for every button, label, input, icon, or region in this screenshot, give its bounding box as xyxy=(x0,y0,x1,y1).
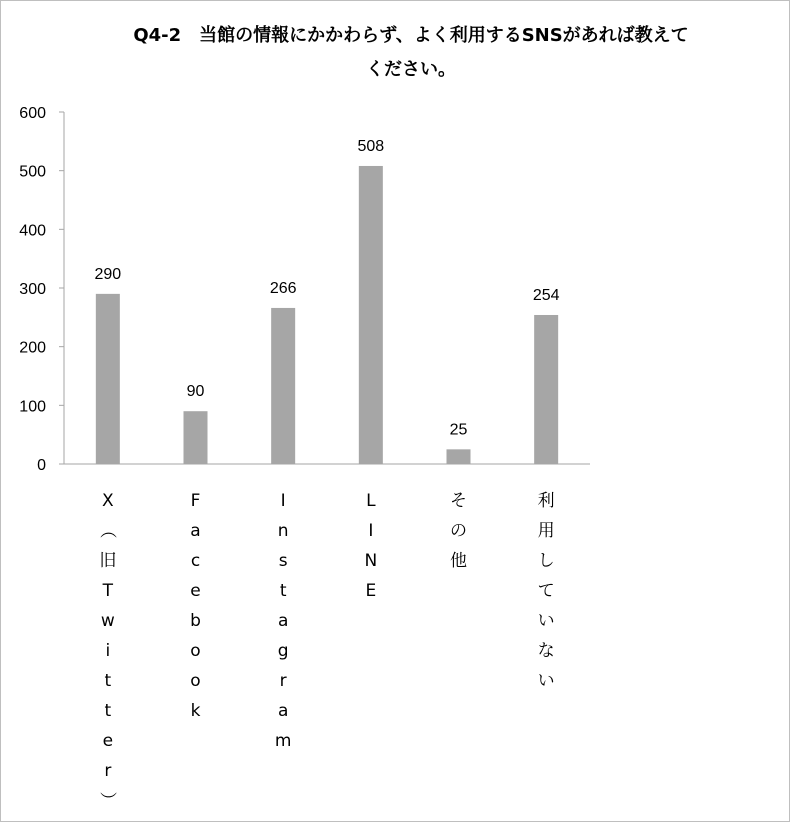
bar xyxy=(96,294,120,464)
bar xyxy=(359,166,383,464)
x-category-label-char: I xyxy=(280,491,286,511)
x-category-label-char: て xyxy=(537,581,555,601)
x-category-label-char: t xyxy=(104,671,112,691)
y-tick-label: 100 xyxy=(19,398,46,416)
data-label: 254 xyxy=(532,286,560,304)
x-category-label-char: s xyxy=(278,551,288,571)
data-label: 25 xyxy=(449,421,468,439)
y-tick-label: 300 xyxy=(19,281,46,298)
bar xyxy=(447,449,471,464)
x-category-label-char: e xyxy=(190,581,201,601)
x-category-label xyxy=(275,491,292,751)
x-category-label-char: し xyxy=(537,551,555,571)
chart-title-line-2: ください。 xyxy=(366,59,456,80)
x-category-label xyxy=(450,491,467,571)
x-category-label-char: a xyxy=(277,701,289,721)
y-tick-label: 0 xyxy=(37,457,46,474)
x-category-label-char: t xyxy=(279,581,287,601)
x-category-label-char: w xyxy=(100,611,115,631)
x-category-label-char: n xyxy=(277,521,289,541)
x-category-label-char: な xyxy=(537,641,555,661)
y-tick-label: 600 xyxy=(19,105,46,122)
x-category-label-char: 用 xyxy=(537,521,555,541)
bar xyxy=(534,315,558,464)
x-category-label-char: o xyxy=(190,641,201,661)
x-category-label-char: k xyxy=(190,701,201,721)
x-category-label-char: L xyxy=(366,491,376,511)
x-category-label-char: g xyxy=(277,641,289,661)
x-category-label-char: ） xyxy=(96,791,117,809)
x-category-label-char: F xyxy=(190,491,201,511)
data-label: 266 xyxy=(269,279,297,297)
x-category-label-char: T xyxy=(102,581,114,601)
x-category-label-char: c xyxy=(190,551,201,571)
x-category-label-char: a xyxy=(277,611,289,631)
data-label: 290 xyxy=(94,265,122,283)
bar xyxy=(271,308,295,464)
y-tick-label: 400 xyxy=(19,222,46,240)
x-category-label-char: の xyxy=(450,521,467,541)
y-tick-label: 200 xyxy=(19,339,46,357)
x-category-label-char: i xyxy=(105,641,111,661)
x-category-label-char: E xyxy=(365,581,377,601)
x-category-label-char: r xyxy=(104,761,112,781)
x-category-label xyxy=(364,491,377,601)
x-category-label-char: t xyxy=(104,701,112,721)
x-category-label-char: a xyxy=(190,521,201,541)
x-category-label xyxy=(190,491,201,721)
y-tick-label: 500 xyxy=(19,163,46,181)
data-label: 508 xyxy=(357,137,385,155)
x-category-label-char: そ xyxy=(450,491,467,511)
x-category-label xyxy=(97,491,117,809)
x-category-label-char: r xyxy=(279,671,287,691)
x-category-label-char: I xyxy=(368,521,374,541)
x-category-label xyxy=(538,491,555,691)
x-category-label-char: b xyxy=(190,611,201,631)
x-category-label-char: o xyxy=(190,671,201,691)
x-category-label-char: 利 xyxy=(537,491,555,511)
x-category-label-char: 旧 xyxy=(99,551,117,571)
bar xyxy=(184,411,208,464)
x-category-label-char: e xyxy=(102,731,114,751)
x-category-label-char: N xyxy=(364,551,378,571)
x-category-label-char: （ xyxy=(96,521,117,539)
x-category-label-char: い xyxy=(537,671,555,691)
chart-title-line-1: Q4-2 当館の情報にかかわらず、よく利用するSNSがあれば教えて xyxy=(133,25,689,46)
x-category-label-char: X xyxy=(102,491,114,511)
x-category-label-char: 他 xyxy=(450,551,467,571)
x-category-label-char: m xyxy=(274,731,292,751)
x-category-label-char: い xyxy=(537,611,555,631)
data-label: 90 xyxy=(186,383,205,401)
